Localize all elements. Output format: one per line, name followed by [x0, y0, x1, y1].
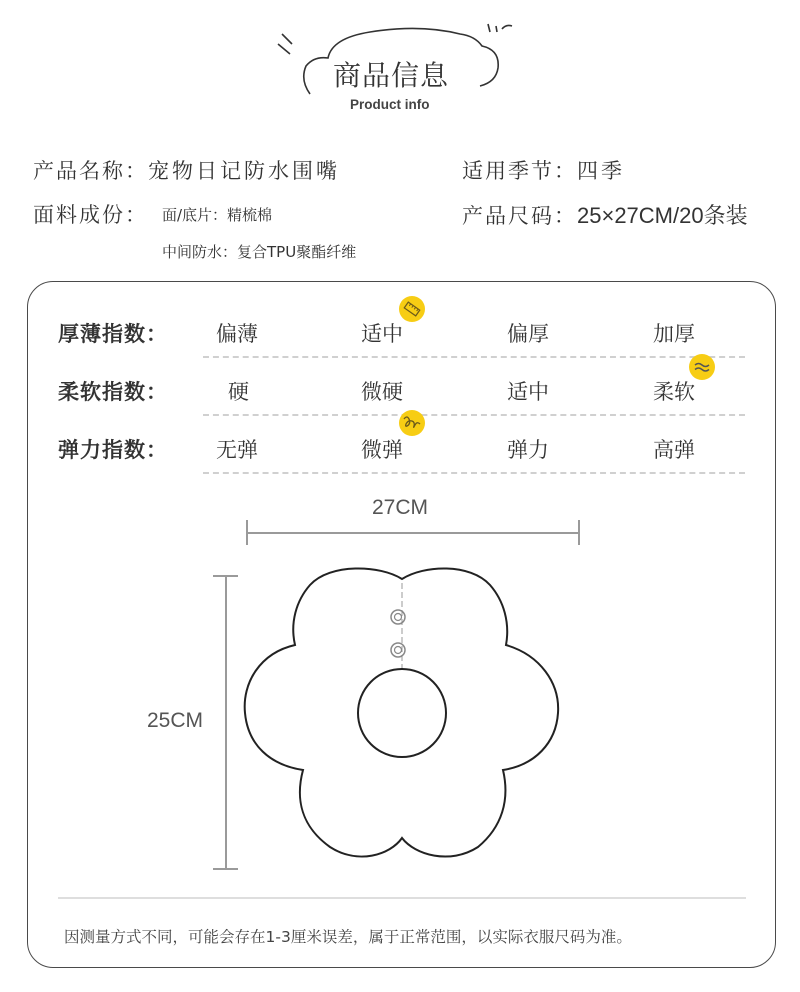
size-value: 25×27CM/20条装 — [577, 203, 748, 228]
ruler-icon — [399, 296, 425, 322]
size-label: 产品尺码： — [462, 204, 577, 228]
product-name-field — [33, 155, 340, 185]
spring-icon — [399, 410, 425, 436]
material-label-wrap — [33, 199, 148, 229]
product-name-label: 产品名称： — [33, 159, 148, 183]
measurement-disclaimer: 因测量方式不同，可能会存在1-3厘米误差，属于正常范围，以实际衣服尺码为准。 — [64, 928, 632, 946]
season-label: 适用季节： — [462, 159, 577, 183]
width-dimension-line — [246, 532, 579, 534]
wave-icon — [689, 354, 715, 380]
section-header — [0, 0, 800, 130]
thickness-option-selected: 适中 — [361, 322, 403, 346]
thickness-option: 偏薄 — [216, 322, 258, 346]
height-dimension-tick-top — [213, 575, 238, 577]
dashed-divider — [203, 472, 745, 474]
softness-option: 微硬 — [361, 380, 403, 404]
softness-option: 硬 — [228, 380, 249, 404]
season-field — [462, 155, 625, 185]
thickness-option: 加厚 — [653, 322, 695, 346]
thickness-index-label: 厚薄指数： — [58, 322, 168, 346]
season-value: 四季 — [577, 159, 625, 183]
material-line-2: 中间防水：复合TPU聚酯纤维 — [162, 243, 357, 261]
elasticity-index-label: 弹力指数： — [58, 438, 168, 462]
softness-option-selected: 柔软 — [653, 380, 695, 404]
elasticity-option: 高弹 — [653, 438, 695, 462]
width-dimension-tick-left — [246, 520, 248, 545]
width-dimension-tick-right — [578, 520, 580, 545]
bib-flower-illustration — [240, 565, 585, 875]
elasticity-option-selected: 微弹 — [361, 438, 403, 462]
elasticity-option: 弹力 — [507, 438, 549, 462]
softness-option: 适中 — [507, 380, 549, 404]
material-label: 面料成份： — [33, 203, 148, 227]
height-dimension-label: 25CM — [147, 709, 204, 732]
height-dimension-line — [225, 575, 227, 869]
dashed-divider — [203, 356, 745, 358]
dashed-divider — [203, 414, 745, 416]
section-title: 商品信息 — [333, 59, 450, 92]
softness-index-label: 柔软指数： — [58, 380, 168, 404]
footer-divider — [58, 897, 746, 899]
product-name-value: 宠物日记防水围嘴 — [148, 159, 340, 183]
width-dimension-label: 27CM — [372, 496, 429, 519]
elasticity-index-row — [28, 434, 777, 484]
thickness-option: 偏厚 — [507, 322, 549, 346]
height-dimension-tick-bottom — [213, 868, 238, 870]
size-field — [462, 199, 748, 230]
section-subtitle: Product info — [350, 97, 430, 112]
thickness-index-row — [28, 318, 777, 368]
elasticity-option: 无弹 — [216, 438, 258, 462]
material-line-1: 面/底片：精梳棉 — [162, 206, 273, 224]
